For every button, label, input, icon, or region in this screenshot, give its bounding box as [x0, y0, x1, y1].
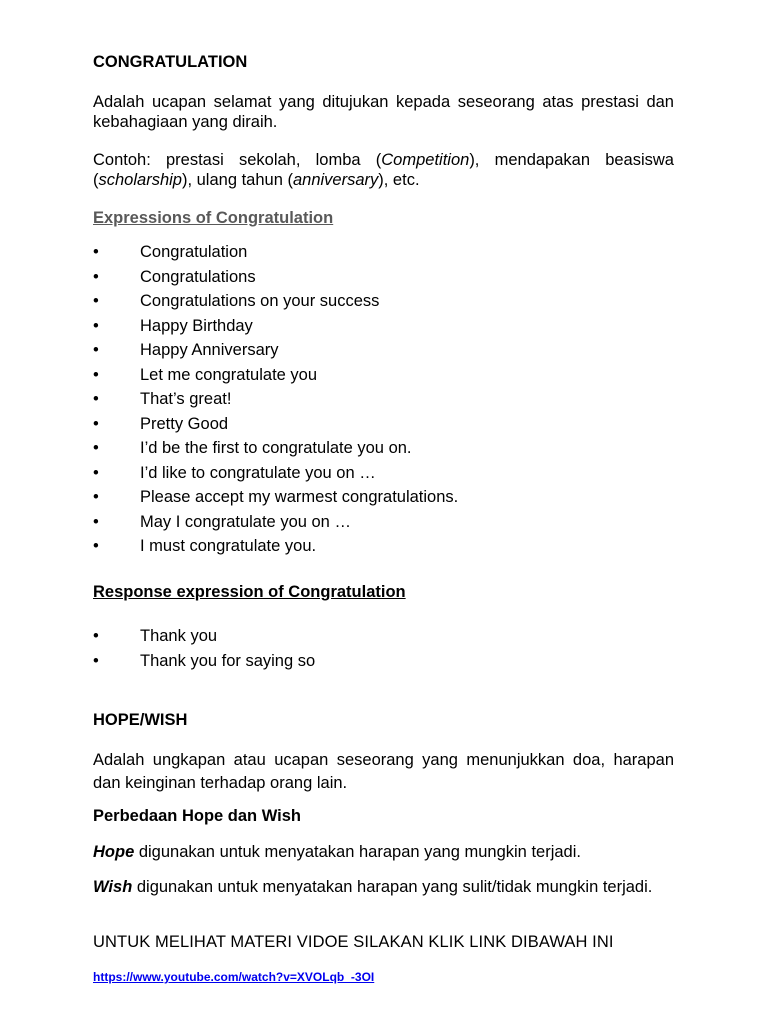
example-term-competition: Competition [381, 151, 470, 169]
response-heading: Response expression of Congratulation [93, 583, 406, 601]
list-item: • Happy Birthday [93, 316, 253, 335]
list-item: • Thank you for saying so [93, 651, 316, 670]
wish-explanation [93, 876, 674, 899]
hope-explanation [93, 842, 674, 862]
list-item: • Pretty Good [93, 414, 229, 433]
example-text-2: ), mendapakan beasiswa ( [93, 151, 674, 189]
wish-term: Wish [93, 878, 133, 896]
youtube-link[interactable]: https://www.youtube.com/watch?v=XVOLqb_-3OI [93, 970, 375, 984]
responses-list [93, 626, 674, 675]
bullet-icon: • [93, 651, 99, 670]
bullet-icon: • [93, 627, 99, 645]
list-item: • Congratulations [93, 267, 256, 286]
congratulation-definition: Adalah ucapan selamat yang ditujukan kepada seseorang atas prestasi dan kebahagiaan yang diraih. [93, 93, 674, 131]
bullet-icon: • [93, 439, 99, 457]
bullet-icon: • [93, 537, 99, 555]
wish-text: digunakan untuk menyatakan harapan yang sulit/tidak mungkin terjadi. [132, 878, 653, 896]
list-item: • Thank you [93, 627, 218, 645]
bullet-icon: • [93, 512, 99, 531]
example-term-scholarship: scholarship [98, 171, 182, 189]
bullet-icon: • [93, 463, 99, 482]
expressions-list [93, 242, 674, 561]
hope-term: Hope [93, 843, 135, 861]
bullet-icon: • [93, 316, 99, 335]
hope-text: digunakan untuk menyatakan harapan yang mungkin terjadi. [134, 843, 581, 861]
congratulation-heading: CONGRATULATION [93, 53, 248, 71]
list-item: • Let me congratulate you [93, 365, 318, 384]
list-item: • Happy Anniversary [93, 341, 279, 359]
list-item: • I’d like to congratulate you on … [93, 463, 376, 482]
congratulation-example [93, 150, 674, 190]
hope-wish-heading: HOPE/WISH [93, 711, 188, 729]
example-text-1: Contoh: prestasi sekolah, lomba ( [93, 151, 382, 169]
bullet-icon: • [93, 414, 99, 433]
bullet-icon: • [93, 292, 99, 310]
expressions-heading: Expressions of Congratulation [93, 209, 334, 227]
list-item: • Please accept my warmest congratulations. [93, 488, 459, 506]
bullet-icon: • [93, 390, 99, 408]
example-text-4: ), etc. [378, 171, 420, 189]
bullet-icon: • [93, 488, 99, 506]
bullet-icon: • [93, 365, 99, 384]
bullet-icon: • [93, 243, 99, 261]
list-item: • I must congratulate you. [93, 537, 317, 555]
list-item: • May I congratulate you on … [93, 512, 351, 531]
bullet-icon: • [93, 267, 99, 286]
difference-heading: Perbedaan Hope dan Wish [93, 807, 301, 825]
video-instruction: UNTUK MELIHAT MATERI VIDOE SILAKAN KLIK LINK DIBAWAH INI [93, 933, 614, 951]
example-text-3: ), ulang tahun ( [181, 171, 293, 189]
hope-wish-definition: Adalah ungkapan atau ucapan seseorang yang menunjukkan doa, harapan dan keinginan terhadap orang lain. [93, 751, 674, 792]
bullet-icon: • [93, 341, 99, 359]
list-item: • That’s great! [93, 390, 232, 408]
example-term-anniversary: anniversary [292, 171, 379, 189]
video-link-row [93, 966, 674, 987]
list-item: • Congratulation [93, 243, 248, 261]
list-item: • Congratulations on your success [93, 292, 380, 310]
list-item: • I’d be the first to congratulate you on. [93, 439, 412, 457]
